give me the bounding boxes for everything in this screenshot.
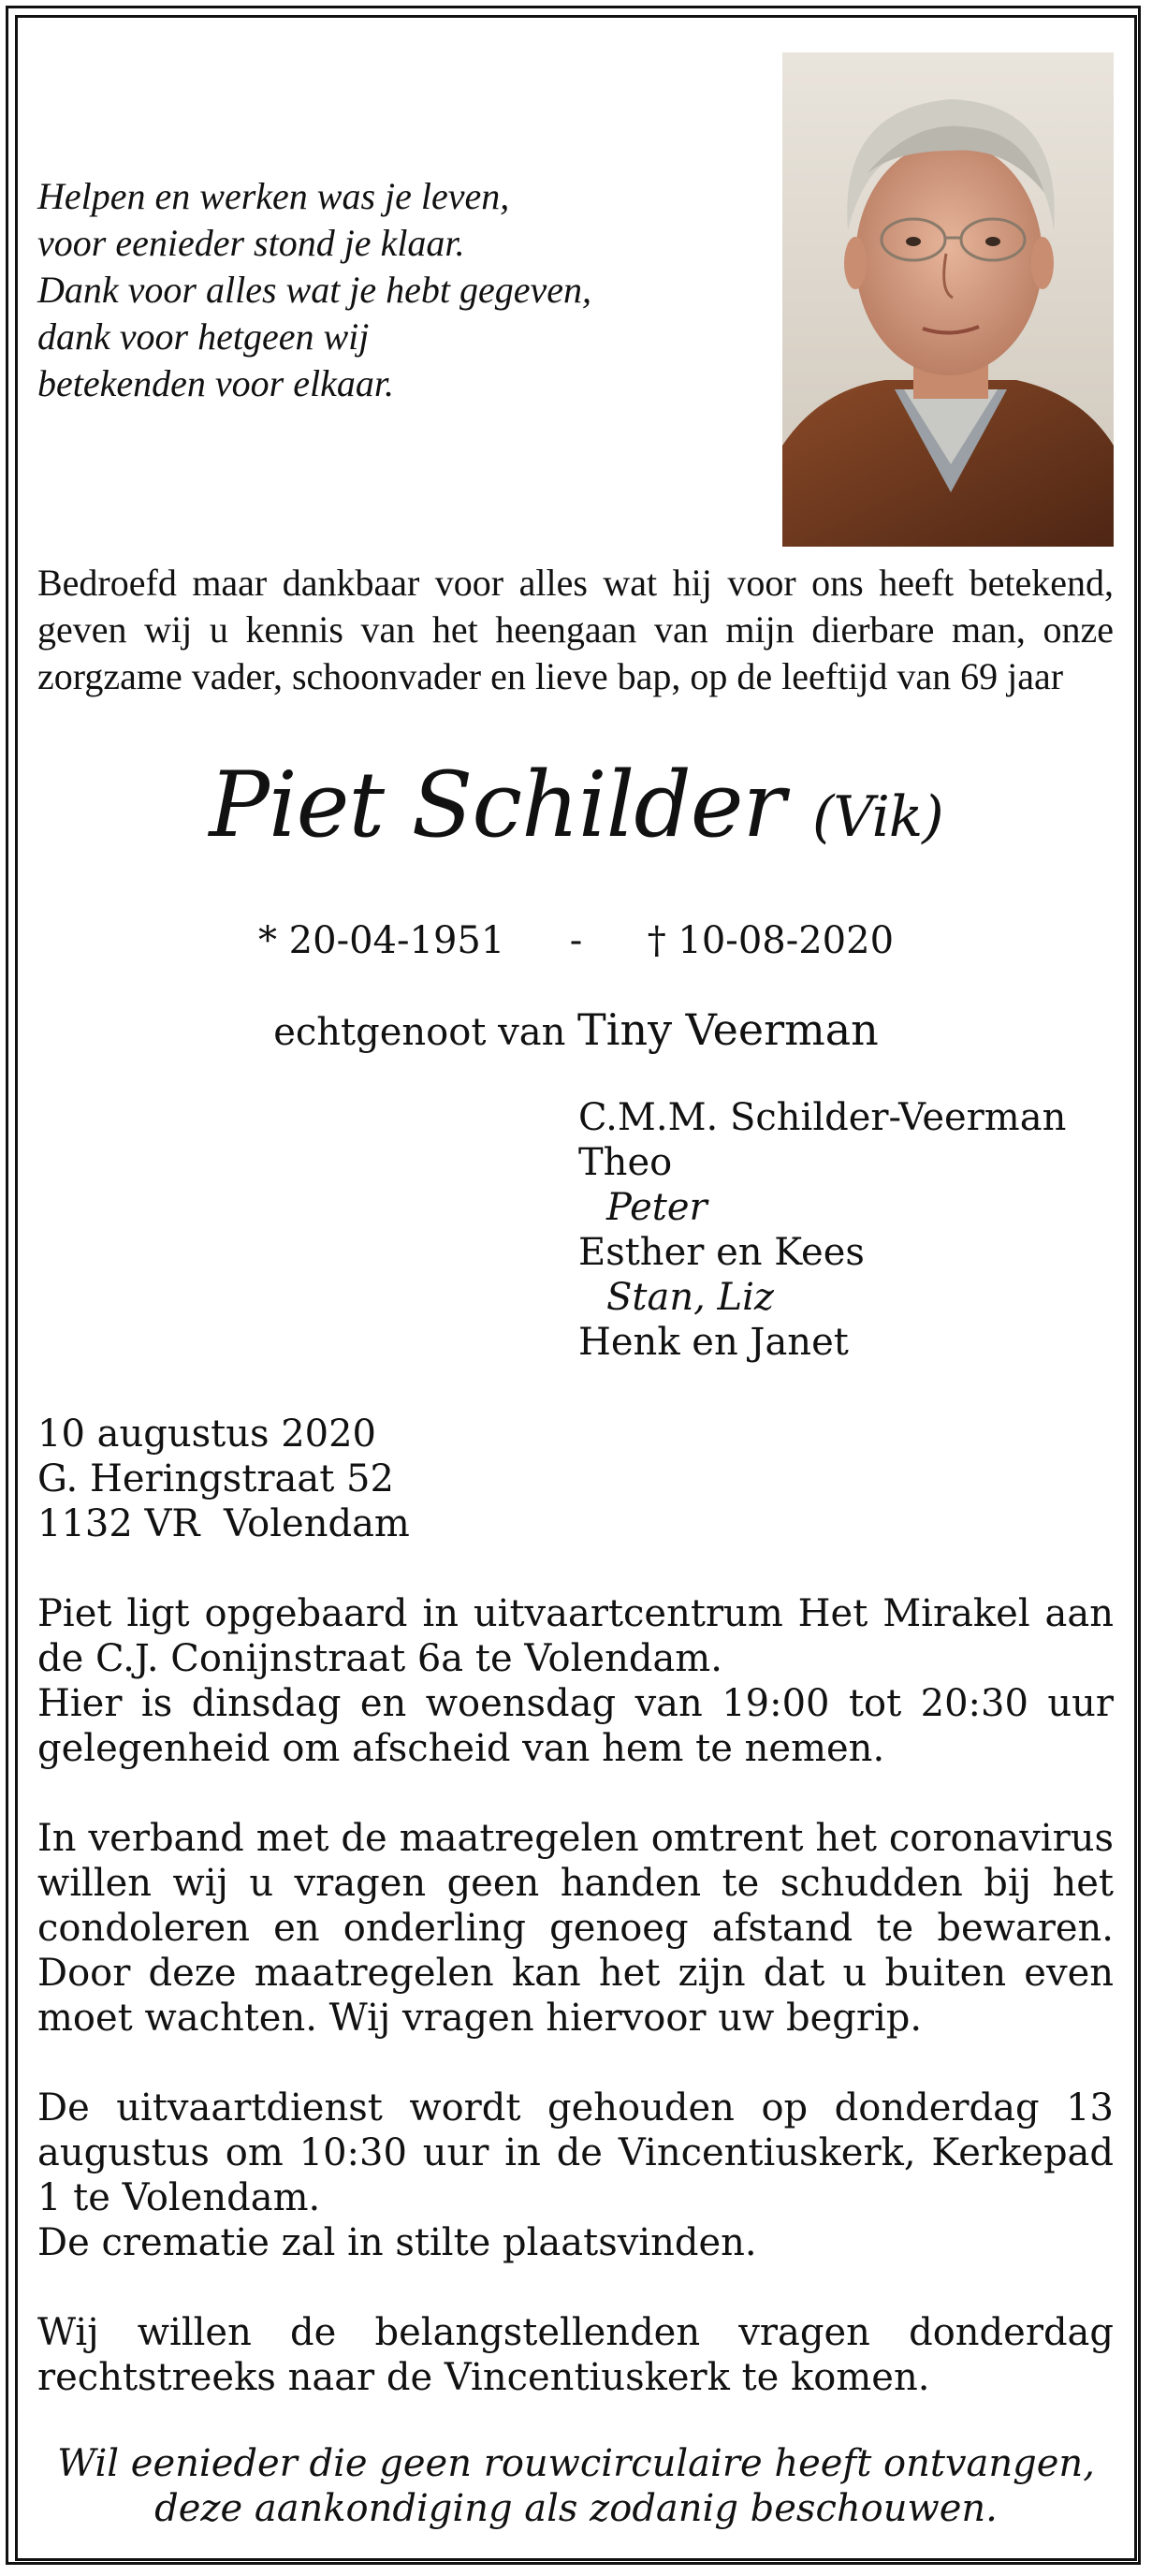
spouse-line (0, 1006, 1152, 1056)
deceased-nickname: (Vik) (812, 784, 943, 850)
closing-line: deze aankondiging als zodanig beschouwen. (154, 2487, 998, 2530)
closing-line: Wil eenieder die geen rouwcirculaire heeft ontvangen, (57, 2442, 1095, 2485)
family-list (578, 1095, 1102, 1365)
poem-line: dank voor hetgeen wij (37, 315, 370, 358)
date-separator: - (569, 919, 583, 962)
portrait-photo (782, 52, 1114, 547)
poem-line: Helpen en werken was je leven, (37, 175, 510, 217)
family-member: Esther en Kees (578, 1231, 865, 1274)
address-city: 1132 VR Volendam (37, 1502, 410, 1545)
paragraph-viewing-location: Piet ligt opgebaard in uitvaartcentrum Het Mirakel aan de C.J. Conijnstraat 6a te Volendam. (37, 1592, 1114, 1680)
grandchild: Peter (606, 1186, 707, 1229)
address-street: G. Heringstraat 52 (37, 1457, 394, 1500)
life-dates (0, 917, 1152, 964)
paragraph-corona: In verband met de maatregelen omtrent het coronavirus willen wij u vragen geen handen te schudden bij het condoleren en onderling genoeg afstand te bewaren. Door deze maatregelen kan het zijn dat u buiten even moet wachten. Wij vragen hiervoor uw begrip. (37, 1817, 1114, 2040)
paragraph-viewing-times: Hier is dinsdag en woensdag van 19:00 tot 20:30 uur gelegenheid om afscheid van hem te nemen. (37, 1682, 1114, 1770)
spouse-name: Tiny Veerman (577, 1004, 879, 1055)
poem-line: Dank voor alles wat je hebt gegeven, (37, 269, 592, 311)
closing-note (0, 2441, 1152, 2531)
death-date: † 10-08-2020 (647, 919, 895, 962)
deceased-name-heading (0, 749, 1152, 873)
poem-line: voor eenieder stond je klaar. (37, 222, 465, 264)
spouse-prefix: echtgenoot van (273, 1011, 566, 1054)
grandchild: Stan, Liz (606, 1276, 774, 1319)
family-member: C.M.M. Schilder-Veerman (578, 1096, 1067, 1139)
poem-line: betekenden voor elkaar. (37, 362, 394, 404)
address-date: 10 augustus 2020 (37, 1412, 376, 1456)
intro-text: Bedroefd maar dankbaar voor alles wat hij voor ons heeft betekend, geven wij u kennis van het heengaan van mijn dierbare man, onze zorgzame vader, schoonvader en lieve bap, op de leeftijd van 69 jaar (37, 562, 1114, 697)
birth-date: * 20-04-1951 (257, 919, 505, 962)
family-member: Henk en Janet (578, 1321, 849, 1364)
address-block (37, 1412, 693, 1546)
deceased-name: Piet Schilder (209, 753, 785, 857)
paragraph-cremation: De crematie zal in stilte plaatsvinden. (37, 2221, 757, 2264)
family-member: Theo (578, 1141, 673, 1184)
paragraph-service: De uitvaartdienst wordt gehouden op donderdag 13 augustus om 10:30 uur in de Vincentiuskerk, Kerkepad 1 te Volendam. (37, 2086, 1114, 2219)
poem (37, 173, 749, 407)
paragraph-church: Wij willen de belangstellenden vragen donderdag rechtstreeks naar de Vincentiuskerk te komen. (37, 2311, 1114, 2399)
